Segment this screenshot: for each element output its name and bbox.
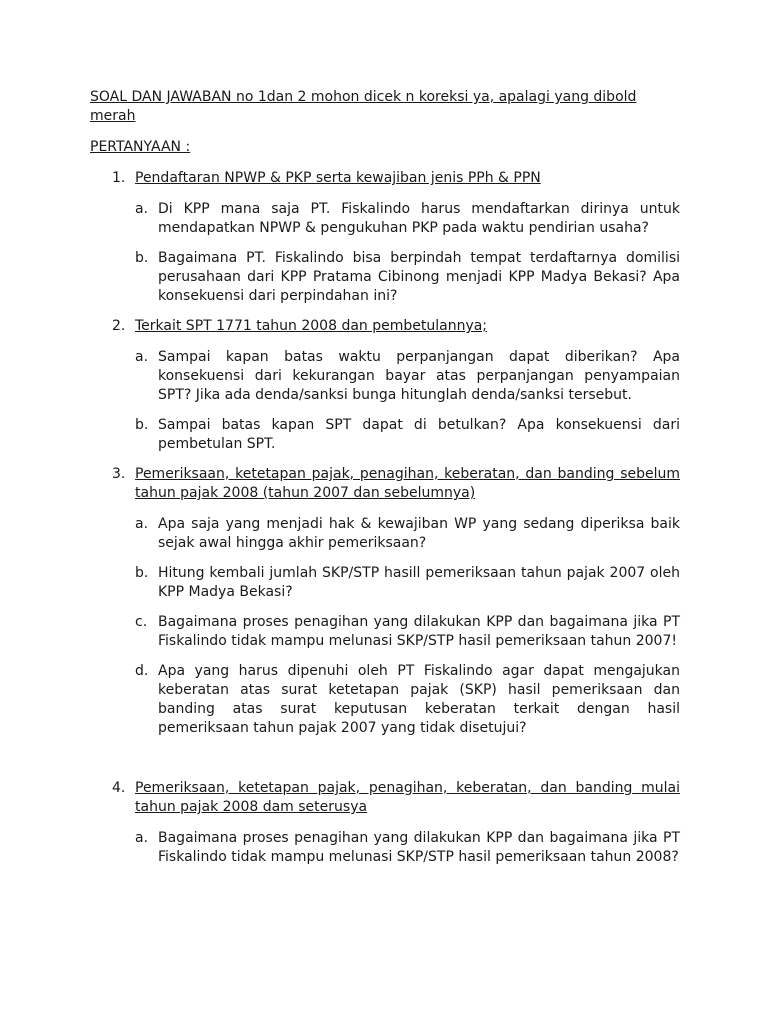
sub-question-letter: b. — [135, 417, 149, 433]
sub-question-text: Sampai kapan batas waktu perpanjangan dapat diberikan? Apa konsekuensi dari kekurangan bayar atas perpanjangan penyampaian SPT? Jika ada denda/sanksi bunga hitunglah denda/sanksi tersebut. — [158, 349, 680, 403]
question-item — [90, 465, 680, 738]
sub-question-item — [135, 348, 680, 405]
sub-question-item — [135, 829, 680, 867]
section-heading: PERTANYAAN : — [90, 139, 191, 155]
sub-question-letter: a. — [135, 349, 149, 365]
sub-question-item — [135, 662, 680, 738]
sub-question-text: Bagaimana proses penagihan yang dilakukan KPP dan bagaimana jika PT Fiskalindo tidak mampu melunasi SKP/STP hasil pemeriksaan tahun 2007! — [158, 614, 680, 649]
question-title: Pendaftaran NPWP & PKP serta kewajiban jenis PPh & PPN — [135, 170, 541, 186]
sub-question-text: Di KPP mana saja PT. Fiskalindo harus mendaftarkan dirinya untuk mendapatkan NPWP & pengukuhan PKP pada waktu pendirian usaha? — [158, 201, 680, 236]
sub-question-text: Sampai batas kapan SPT dapat di betulkan? Apa konsekuensi dari pembetulan SPT. — [158, 417, 680, 452]
sub-question-item — [135, 249, 680, 306]
sub-question-text: Apa yang harus dipenuhi oleh PT Fiskalindo agar dapat mengajukan keberatan atas surat ketetapan pajak (SKP) hasil pemeriksaan dan banding atas surat keputusan keberatan terkait dengan hasil pemeriksaan tahun pajak 2007 yang tidak disetujui? — [158, 663, 680, 736]
sub-question-text: Apa saja yang menjadi hak & kewajiban WP yang sedang diperiksa baik sejak awal hingga akhir pemeriksaan? — [158, 516, 680, 551]
sub-question-letter: b. — [135, 565, 149, 581]
question-title: Pemeriksaan, ketetapan pajak, penagihan, keberatan, dan banding mulai tahun pajak 2008 dam seterusya — [135, 780, 680, 815]
sub-question-list — [135, 829, 680, 867]
sub-question-text: Hitung kembali jumlah SKP/STP hasill pemeriksaan tahun pajak 2007 oleh KPP Madya Bekasi? — [158, 565, 680, 600]
sub-question-list — [135, 200, 680, 306]
sub-question-letter: a. — [135, 830, 149, 846]
sub-question-letter: c. — [135, 614, 148, 630]
question-title: Terkait SPT 1771 tahun 2008 dan pembetulannya; — [135, 318, 488, 334]
sub-question-item — [135, 564, 680, 602]
sub-question-list — [135, 515, 680, 738]
sub-question-letter: b. — [135, 250, 149, 266]
question-item — [90, 317, 680, 454]
sub-question-letter: a. — [135, 201, 149, 217]
document-title: SOAL DAN JAWABAN no 1dan 2 mohon dicek n koreksi ya, apalagi yang dibold merah — [90, 89, 637, 124]
sub-question-item — [135, 200, 680, 238]
question-number: 4. — [112, 780, 126, 796]
sub-question-letter: d. — [135, 663, 149, 679]
sub-question-item — [135, 515, 680, 553]
question-list — [90, 169, 680, 867]
question-item — [90, 779, 680, 867]
question-item — [90, 169, 680, 306]
sub-question-text: Bagaimana PT. Fiskalindo bisa berpindah tempat terdaftarnya domilisi perusahaan dari KPP Pratama Cibinong menjadi KPP Madya Bekasi? Apa konsekuensi dari perpindahan ini? — [158, 250, 680, 304]
sub-question-text: Bagaimana proses penagihan yang dilakukan KPP dan bagaimana jika PT Fiskalindo tidak mampu melunasi SKP/STP hasil pemeriksaan tahun 2008? — [158, 830, 680, 865]
sub-question-list — [135, 348, 680, 454]
sub-question-letter: a. — [135, 516, 149, 532]
question-number: 3. — [112, 466, 126, 482]
question-number: 1. — [112, 170, 126, 186]
sub-question-item — [135, 613, 680, 651]
question-title: Pemeriksaan, ketetapan pajak, penagihan, keberatan, dan banding sebelum tahun pajak 2008 (tahun 2007 dan sebelumnya) — [135, 466, 680, 501]
question-number: 2. — [112, 318, 126, 334]
sub-question-item — [135, 416, 680, 454]
